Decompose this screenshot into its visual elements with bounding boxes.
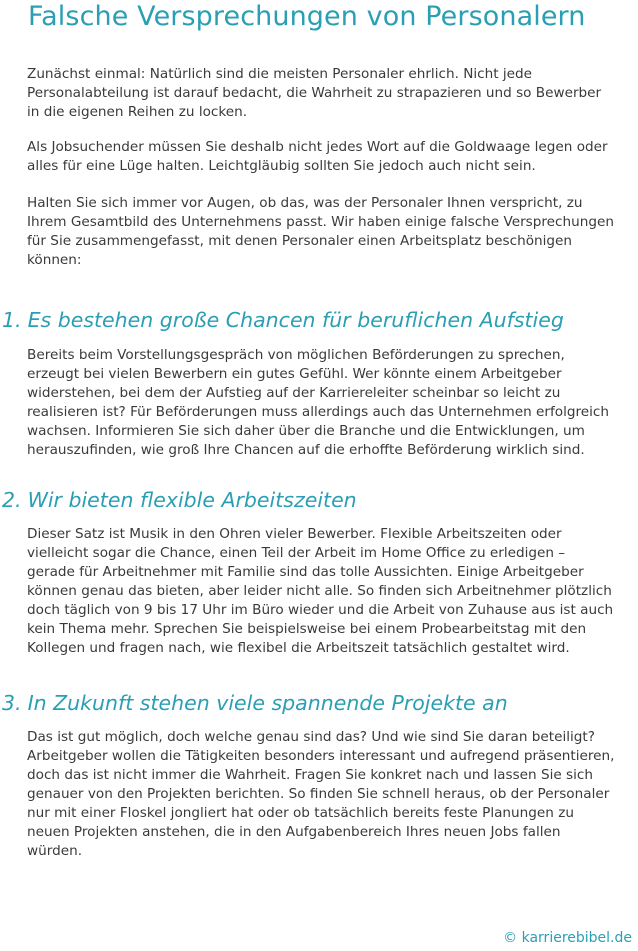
section-heading-text: Wir bieten flexible Arbeitszeiten: [27, 488, 357, 512]
section-heading-text: In Zukunft stehen viele spannende Projekte an: [27, 691, 508, 715]
section-body-3: Das ist gut möglich, doch welche genau sind das? Und wie sind Sie daran beteiligt? Arbeitgeber wollen die Tätigkeiten besonders interessant und aufregend präsentieren, doch das ist nicht immer die Wahrheit. Fragen Sie konkret nach und lassen Sie sich genauer von den Projekten berichten. So finden Sie schnell heraus, ob der Personaler nur mit einer Floskel jongliert hat oder ob tatsächlich bereits feste Planungen zu neuen Projekten anstehen, die in den Aufgabenbereich Ihres neuen Jobs fallen würden.: [27, 729, 615, 859]
section-heading-1: [2, 306, 564, 334]
section-number: 2.: [2, 488, 22, 512]
section-heading-2: [2, 486, 357, 514]
section-number: 3.: [2, 691, 22, 715]
section-heading-text: Es bestehen große Chancen für beruflichen Aufstieg: [27, 308, 564, 332]
section-heading-3: [2, 689, 508, 717]
section-body-1: Bereits beim Vorstellungsgespräch von möglichen Beförderungen zu sprechen, erzeugt bei vielen Bewerbern ein gutes Gefühl. Wer könnte einem Arbeitgeber widerstehen, bei dem der Aufstieg auf der Karriereleiter scheinbar so leicht zu realisieren ist? Für Beförderungen muss allerdings auch das Unternehmen erfolgreich wachsen. Informieren Sie sich daher über die Branche und die Entwicklungen, um herauszufinden, wie groß Ihre Chancen auf die erhoffte Beförderung wirklich sind.: [27, 347, 609, 458]
section-body-2: Dieser Satz ist Musik in den Ohren vieler Bewerber. Flexible Arbeitszeiten oder vielleicht sogar die Chance, einen Teil der Arbeit im Home Office zu erledigen – gerade für Arbeitnehmer mit Familie sind das tolle Aussichten. Einige Arbeitgeber können genau das bieten, aber leider nicht alle. So finden sich Arbeitnehmer plötzlich doch täglich von 9 bis 17 Uhr im Büro wieder und die Arbeit von Zuhause aus ist auch kein Thema mehr. Sprechen Sie beispielsweise bei einem Probearbeitstag mit den Kollegen und fragen nach, wie flexibel die Arbeitszeit tatsächlich gestaltet wird.: [27, 526, 614, 656]
intro-paragraph-1: Zunächst einmal: Natürlich sind die meisten Personaler ehrlich. Nicht jede Personalabteilung ist darauf bedacht, die Wahrheit zu strapazieren und so Bewerber in die eigenen Reihen zu locken.: [27, 66, 602, 120]
page-title: Falsche Versprechungen von Personalern: [28, 1, 586, 32]
copyright-footer: © karrierebibel.de: [503, 930, 632, 946]
section-number: 1.: [2, 308, 22, 332]
intro-paragraph-3: Halten Sie sich immer vor Augen, ob das, was der Personaler Ihnen verspricht, zu Ihrem Gesamtbild des Unternehmens passt. Wir haben einige falsche Versprechungen für Sie zusammengefasst, mit denen Personaler einen Arbeitsplatz beschönigen können:: [27, 195, 614, 268]
intro-paragraph-2: Als Jobsuchender müssen Sie deshalb nicht jedes Wort auf die Goldwaage legen oder alles für eine Lüge halten. Leichtgläubig sollten Sie jedoch auch nicht sein.: [27, 139, 608, 174]
